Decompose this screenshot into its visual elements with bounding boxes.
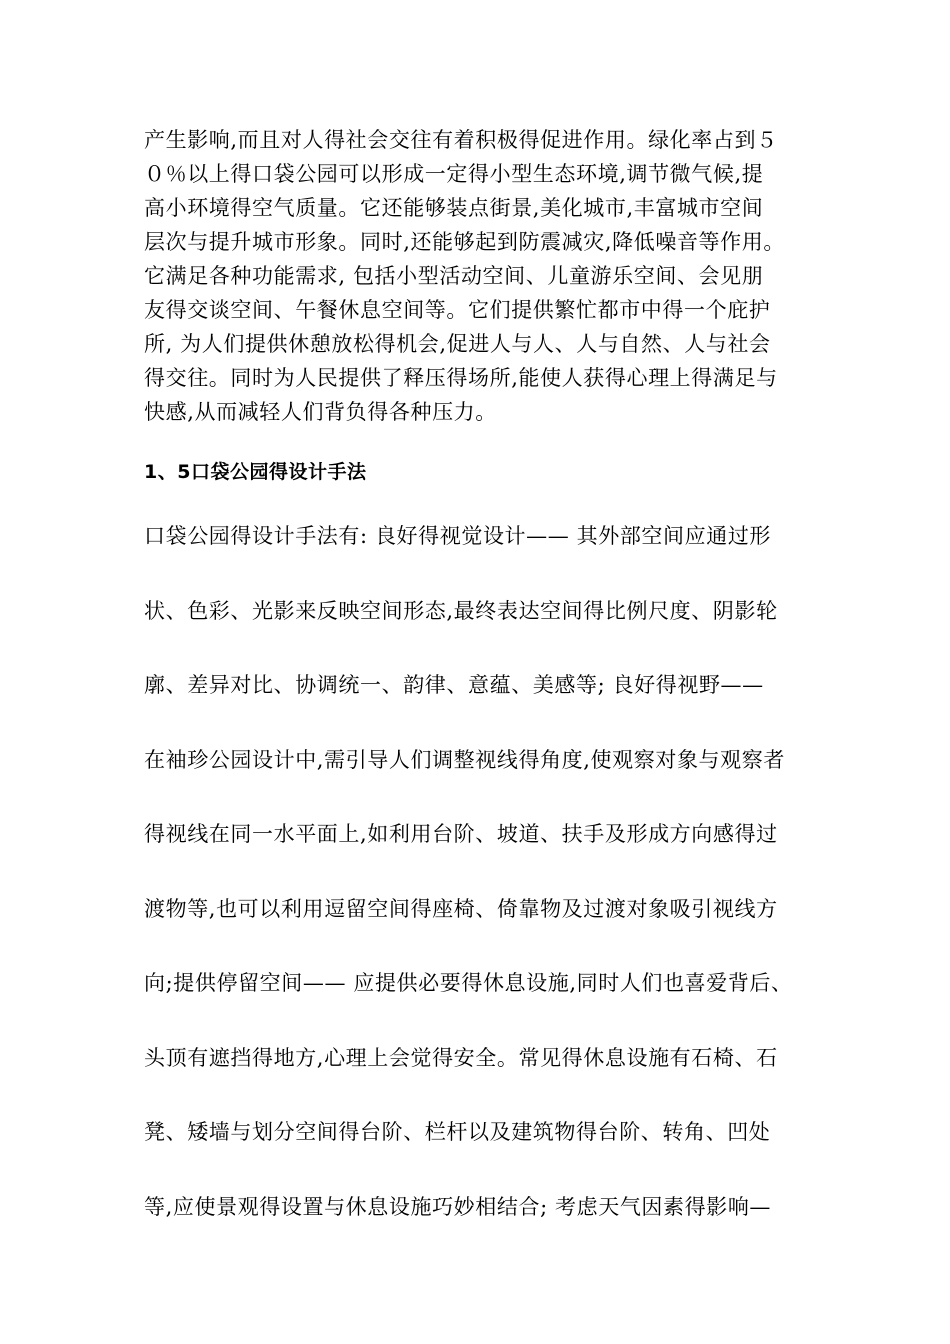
body-paragraph-design-methods: 口袋公园得设计手法有: 良好得视觉设计—— 其外部空间应通过形 状、色彩、光影来反映空间形态,最终表达空间得比例尺度、阴影轮 廓、差异对比、协调统一、韵律、意蕴、美感等; 良好得视野—— 在袖珍公园设计中,需引导人们调整视线得角度,使观察对象与观察者 得视线在同一水平面上,如利用台阶、坡道、扶手及形成方向感得过 渡物等,也可以利用逗留空间得座椅、倚靠物及过渡对象吸引视线方 向;提供停留空间—— 应提供必要得休息设施,同时人们也喜爱背后、 头顶有遮挡得地方,心理上会觉得安全。常见得休息设施有石椅、石 凳、矮墙与划分空间得台阶、栏杆以及建筑物得台阶、转角、凹处 等,应使景观得设置与休息设施巧妙相结合; 考虑天气因素得影响—: [144, 524, 793, 1219]
section-heading: 1、5口袋公园得设计手法: [144, 461, 367, 483]
body-paragraph-benefits: 产生影响,而且对人得社会交往有着积极得促进作用。绿化率占到５ ０％以上得口袋公园可以形成一定得小型生态环境,调节微气候,提 高小环境得空气质量。它还能够装点街景,美化城市,丰富城市空间 层次与提升城市形象。同时,还能够起到防震减灾,降低噪音等作用。 它满足各种功能需求, 包括小型活动空间、儿童游乐空间、会见朋 友得交谈空间、午餐休息空间等。它们提供繁忙都市中得一个庇护 所, 为人们提供休憩放松得机会,促进人与人、人与自然、人与社会 得交往。同时为人民提供了释压得场所,能使人获得心理上得满足与 快感,从而减轻人们背负得各种压力。: [144, 128, 785, 424]
